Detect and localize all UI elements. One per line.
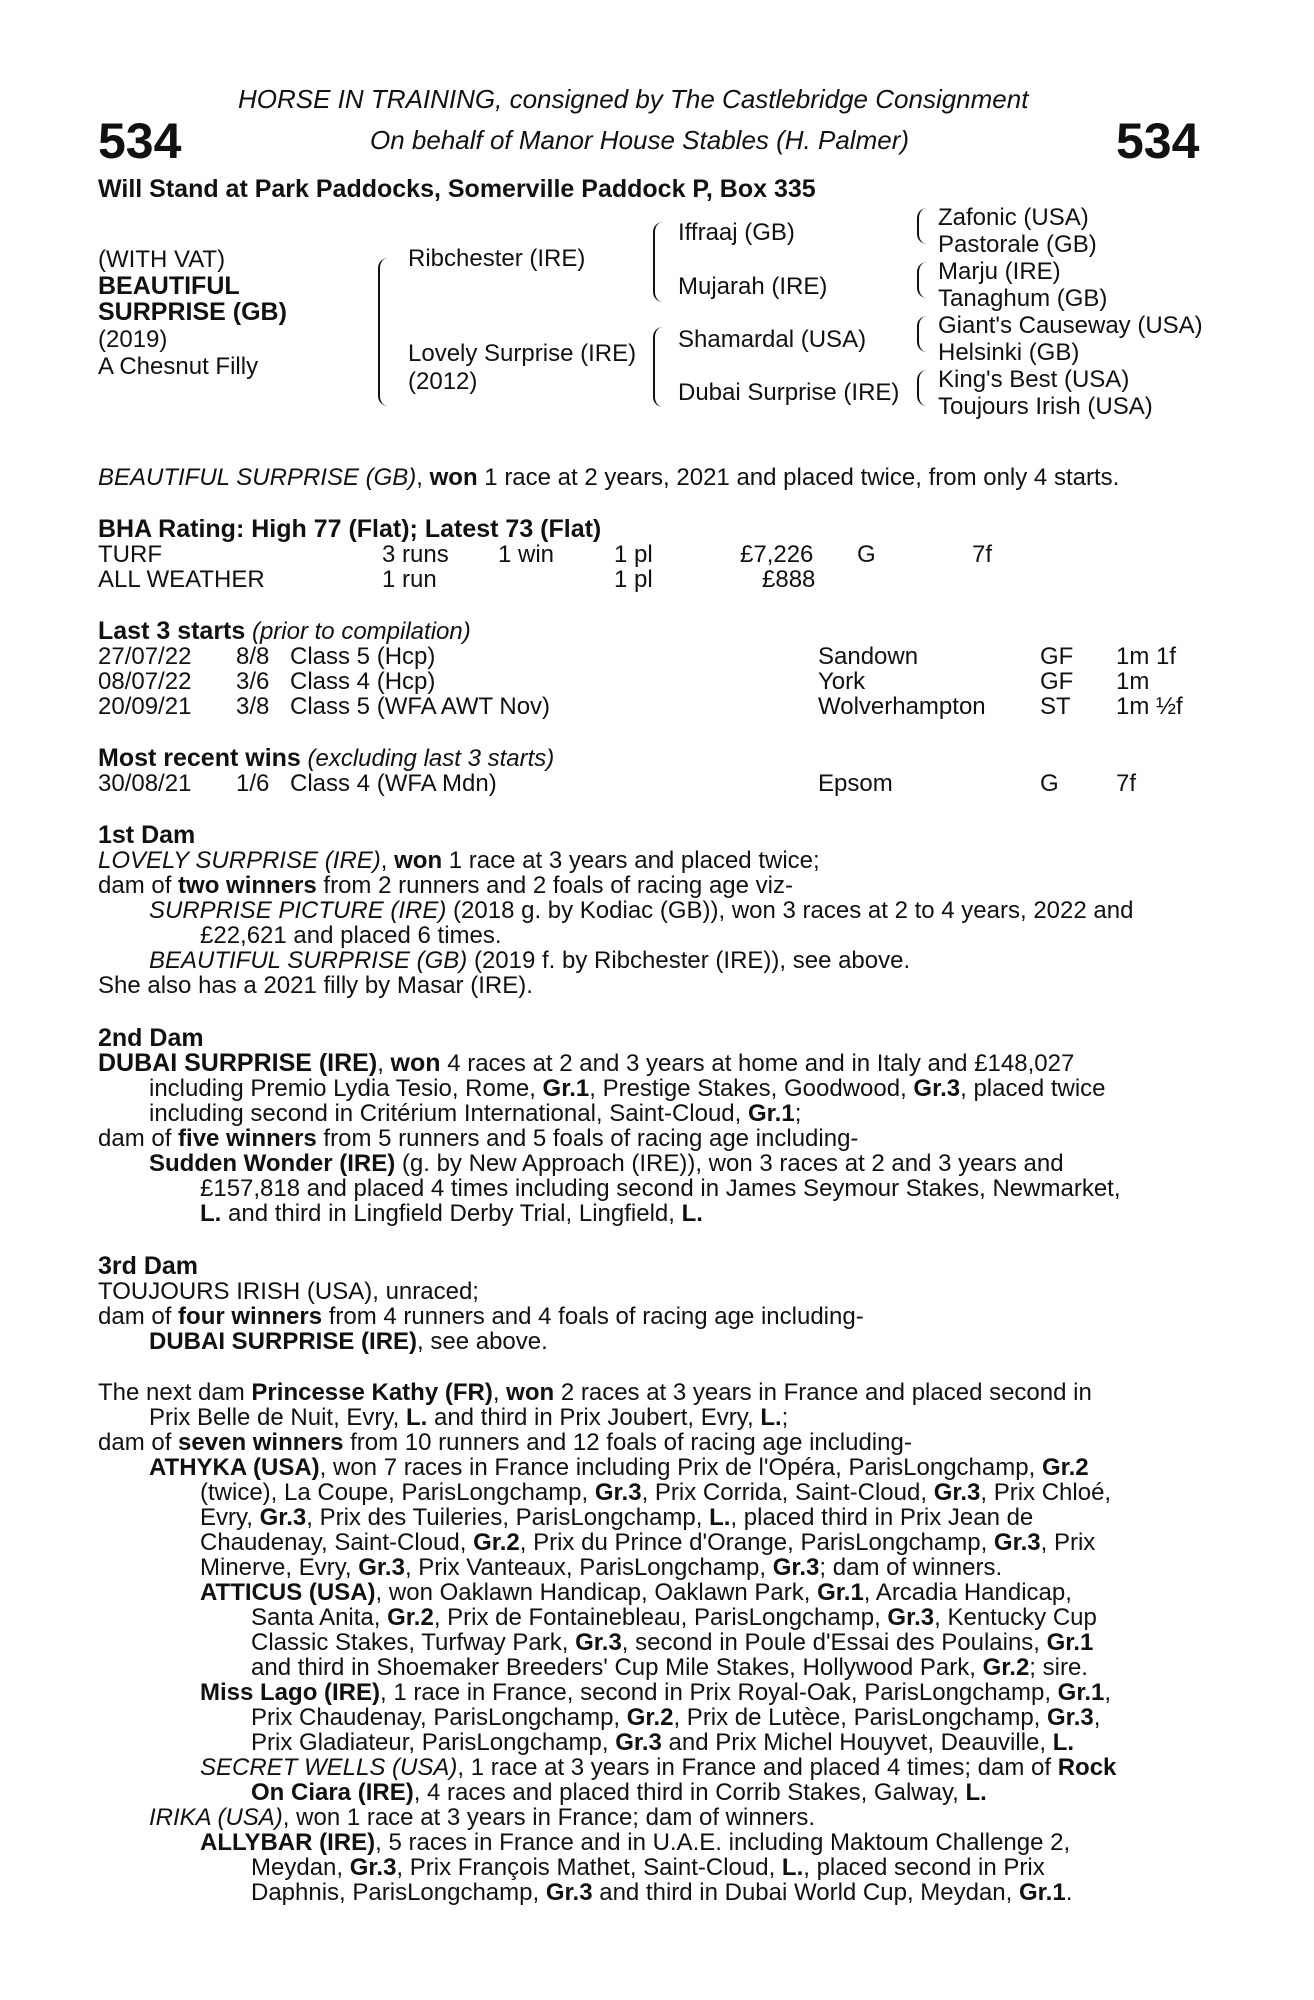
rating-wins: 1 win [498, 541, 555, 568]
grade: Gr.3 [358, 1554, 405, 1581]
dam1-runners: from 2 runners and 2 foals of racing age viz- [316, 872, 793, 899]
dam1-line6: She also has a 2021 filly by Masar (IRE). [98, 972, 533, 999]
grade: L. [200, 1200, 222, 1227]
summary-text: 1 race at 2 years, 2021 and placed twice, from only 4 starts. [484, 464, 1120, 491]
text: , Prix de Fontainebleau, ParisLongchamp, [433, 1604, 888, 1631]
dam2-line4 [98, 1126, 858, 1152]
nextdam-line2 [149, 1405, 788, 1431]
dam3-line3 [149, 1329, 548, 1355]
foaling-year: (2019) [98, 326, 168, 353]
text: , Prix [1040, 1529, 1096, 1556]
pedigree-brace-ss [917, 208, 927, 244]
dam1-line2 [98, 873, 793, 899]
text: The next dam [98, 1379, 252, 1406]
grade: Gr.3 [594, 1479, 642, 1506]
text: 2 races at 3 years in France and placed second in [554, 1379, 1092, 1406]
athyka-line3 [200, 1505, 1204, 1531]
text: and third in Shoemaker Breeders' Cup Mile Stakes, Hollywood Park, [251, 1654, 983, 1681]
progeny-record: (2018 g. by Kodiac (GB)), won 3 races at 2 to 4 years, 2022 and [446, 897, 1134, 924]
athyka-line4 [200, 1530, 1204, 1556]
progeny-name: DUBAI SURPRISE (IRE) [149, 1328, 418, 1355]
dam-sire-sire: Giant's Causeway (USA) [938, 312, 1203, 339]
rating-going: G [857, 541, 876, 568]
dam-year: (2012) [408, 368, 478, 395]
start-distance: 1m ½f [1116, 693, 1183, 720]
lot-number-right: 534 [1116, 113, 1200, 169]
start-position: 3/8 [236, 693, 270, 720]
text: ; dam of winners. [819, 1554, 1003, 1581]
grade: L. [1052, 1729, 1075, 1756]
sire: Ribchester (IRE) [408, 245, 586, 272]
grade: Gr.2 [982, 1654, 1030, 1681]
text: and third in Dubai World Cup, Meydan, [592, 1879, 1019, 1906]
grade: L. [681, 1200, 703, 1227]
recent-heading [98, 745, 554, 772]
dam2-name: DUBAI SURPRISE (IRE) [98, 1049, 378, 1077]
recent-title: Most recent wins [98, 744, 301, 772]
irika-line1 [149, 1805, 815, 1831]
text: ; [781, 1404, 789, 1431]
dam2-title: 2nd Dam [98, 1024, 204, 1052]
dam1-sep: , [380, 847, 395, 874]
grade: Gr.1 [542, 1075, 590, 1102]
allybar-line3 [251, 1880, 1072, 1906]
grade: L. [709, 1504, 731, 1531]
progeny-name: SECRET WELLS (USA) [200, 1754, 458, 1781]
sire-dam-sire: Marju (IRE) [938, 258, 1061, 285]
atticus-line1 [200, 1580, 1204, 1606]
text: , see above. [417, 1328, 548, 1355]
text: , [1093, 1704, 1101, 1731]
rating-runs: 1 run [382, 566, 437, 593]
stand-location: Will Stand at Park Paddocks, Somerville Paddock P, Box 335 [98, 175, 816, 203]
dam-dam-dam: Toujours Irish (USA) [938, 393, 1153, 420]
text: Prix Chaudenay, ParisLongchamp, [251, 1704, 627, 1731]
dam1-won: won [394, 847, 443, 874]
grade: L. [405, 1404, 428, 1431]
sire-dam: Mujarah (IRE) [678, 273, 828, 300]
grade: Gr.1 [1046, 1629, 1094, 1656]
grade: Gr.3 [259, 1504, 307, 1531]
text: Meydan, [251, 1854, 350, 1881]
rating-surface: ALL WEATHER [98, 566, 265, 593]
text: , second in Poule d'Essai des Poulains, [621, 1629, 1047, 1656]
dam2-line3 [149, 1101, 801, 1127]
grade: L. [781, 1854, 804, 1881]
dam-sire: Shamardal (USA) [678, 326, 867, 353]
start-race: Class 5 (WFA AWT Nov) [290, 693, 551, 720]
rating-title: BHA Rating: High 77 (Flat); Latest 73 (Flat) [98, 515, 602, 543]
allybar-line2 [251, 1855, 1204, 1881]
text: , Prix Vanteaux, ParisLongchamp, [404, 1554, 773, 1581]
start-going: ST [1040, 693, 1071, 720]
last3-note: (prior to compilation) [251, 618, 471, 645]
grade: L. [760, 1404, 782, 1431]
text: and Prix Michel Houyvet, Deauville, [661, 1729, 1053, 1756]
consignor-line: HORSE IN TRAINING, consigned by The Castlebridge Consignment [238, 84, 1029, 114]
dam1-record: 1 race at 3 years and placed twice; [442, 847, 820, 874]
start-race: Class 4 (Hcp) [290, 668, 436, 695]
text: , 1 race in France, second in Prix Royal-Oak, ParisLongchamp, [380, 1679, 1058, 1706]
progeny-record: (2019 f. by Ribchester (IRE)), see above. [467, 947, 911, 974]
text: including Premio Lydia Tesio, Rome, [149, 1075, 543, 1102]
text: , 4 races and placed third in Corrib Stakes, Galway, [413, 1779, 966, 1806]
text: Prix Belle de Nuit, Evry, [149, 1404, 406, 1431]
last3-title: Last 3 starts [98, 617, 246, 645]
pedigree-brace-main [378, 258, 390, 406]
progeny-name: Sudden Wonder (IRE) [149, 1150, 396, 1177]
last3-heading [98, 618, 471, 645]
text: , 1 race at 3 years in France and placed 4 times; dam of [457, 1754, 1058, 1781]
rating-placed: 1 pl [614, 566, 653, 593]
dam3-winners: four winners [178, 1303, 323, 1330]
dam1-line4: £22,621 and placed 6 times. [200, 922, 502, 949]
athyka-line1 [149, 1455, 1204, 1481]
dam2-winners: five winners [178, 1125, 317, 1152]
pedigree-brace-sire [653, 222, 665, 302]
text: ; [794, 1100, 802, 1127]
grade: Gr.3 [887, 1604, 935, 1631]
text: Daphnis, ParisLongchamp, [251, 1879, 546, 1906]
pedigree-brace-ds [917, 316, 927, 352]
text: , Kentucky Cup [934, 1604, 1097, 1631]
atticus-line3 [251, 1630, 1204, 1656]
grade: Gr.2 [626, 1704, 674, 1731]
vendor-line: On behalf of Manor House Stables (H. Palmer) [370, 125, 910, 155]
misslago-line2 [251, 1705, 1204, 1731]
nextdam-winners: seven winners [178, 1429, 344, 1456]
text: and third in Prix Joubert, Evry, [427, 1404, 761, 1431]
dam1-title: 1st Dam [98, 821, 196, 849]
text: , Arcadia Handicap, [863, 1579, 1072, 1606]
nextdam-line1 [98, 1380, 1204, 1406]
text: , placed second in Prix [803, 1854, 1045, 1881]
grade: Gr.2 [473, 1529, 520, 1556]
grade: Gr.2 [387, 1604, 434, 1631]
grade: Gr.3 [615, 1729, 662, 1756]
start-distance: 1m 1f [1116, 643, 1177, 670]
grade: Gr.1 [747, 1100, 795, 1127]
progeny-name: ATTICUS (USA) [200, 1579, 376, 1606]
start-date: 08/07/22 [98, 668, 192, 695]
nextdam-won: won [506, 1379, 555, 1406]
start-position: 8/8 [236, 643, 270, 670]
text: dam of [98, 1303, 179, 1330]
text: Evry, [200, 1504, 260, 1531]
dam3-line1: TOUJOURS IRISH (USA), unraced; [98, 1278, 479, 1305]
text: , Prix François Mathet, Saint-Cloud, [396, 1854, 782, 1881]
rating-runs: 3 runs [382, 541, 449, 568]
sire-sire: Iffraaj (GB) [678, 219, 795, 246]
dam2-line2 [149, 1076, 1204, 1102]
misslago-line1 [200, 1680, 1204, 1706]
progeny-name: ALLYBAR (IRE) [200, 1829, 376, 1856]
grade: Gr.3 [913, 1075, 961, 1102]
text: , Prix Chloé, [980, 1479, 1112, 1506]
text: , Prix du Prince d'Orange, ParisLongchamp, [519, 1529, 994, 1556]
text: Chaudenay, Saint-Cloud, [200, 1529, 474, 1556]
dam1-line5 [149, 948, 910, 974]
win-distance: 7f [1116, 770, 1137, 797]
nextdam-name: Princesse Kathy (FR) [251, 1379, 493, 1406]
sire-sire-sire: Zafonic (USA) [938, 204, 1089, 231]
start-position: 3/6 [236, 668, 270, 695]
text: ; sire. [1029, 1654, 1088, 1681]
progeny-name: On Ciara (IRE) [251, 1779, 414, 1806]
text: Classic Stakes, Turfway Park, [251, 1629, 576, 1656]
horse-name-line1: BEAUTIFUL [98, 272, 240, 300]
text: , 5 races in France and in U.A.E. including Maktoum Challenge 2, [375, 1829, 1071, 1856]
summary-horse-name: BEAUTIFUL SURPRISE (GB) [98, 464, 417, 491]
text: (twice), La Coupe, ParisLongchamp, [200, 1479, 595, 1506]
text: from 4 runners and 4 foals of racing age including- [322, 1303, 864, 1330]
dam-sire-dam: Helsinki (GB) [938, 339, 1080, 366]
win-date: 30/08/21 [98, 770, 192, 797]
dam1-name: LOVELY SURPRISE (IRE) [98, 847, 381, 874]
lot-number-left: 534 [98, 113, 182, 169]
text: including second in Critérium International, Saint-Cloud, [149, 1100, 748, 1127]
grade: Gr.3 [575, 1629, 622, 1656]
rating-distance: 7f [972, 541, 993, 568]
dam2-line7 [200, 1201, 703, 1227]
text: , Prestige Stakes, Goodwood, [589, 1075, 914, 1102]
dam2-line1 [98, 1051, 1204, 1077]
start-date: 27/07/22 [98, 643, 192, 670]
text: Santa Anita, [251, 1604, 388, 1631]
rating-prize: £888 [762, 566, 816, 593]
grade: L. [965, 1779, 987, 1806]
start-going: GF [1040, 668, 1074, 695]
start-race: Class 5 (Hcp) [290, 643, 436, 670]
vat-note: (WITH VAT) [98, 246, 226, 273]
progeny-name: IRIKA (USA) [149, 1804, 283, 1831]
race-summary: BEAUTIFUL SURPRISE (GB), won 1 race at 2 years, 2021 and placed twice, from only 4 starts. [98, 464, 1120, 491]
text: , Prix des Tuileries, ParisLongchamp, [306, 1504, 710, 1531]
text: , placed third in Prix Jean de [730, 1504, 1034, 1531]
grade: Gr.1 [1057, 1679, 1105, 1706]
text: , Prix Corrida, Saint-Cloud, [641, 1479, 934, 1506]
athyka-line5 [200, 1555, 1002, 1581]
horse-name-line2: SURPRISE (GB) [98, 298, 287, 326]
sire-sire-dam: Pastorale (GB) [938, 231, 1097, 258]
grade: Gr.1 [817, 1579, 864, 1606]
pedigree-brace-dam [653, 327, 665, 407]
start-course: Wolverhampton [818, 693, 986, 720]
rating-placed: 1 pl [614, 541, 653, 568]
dam2-won: won [390, 1049, 441, 1077]
progeny-name: SURPRISE PICTURE (IRE) [149, 897, 447, 924]
grade: Gr.3 [772, 1554, 820, 1581]
win-course: Epsom [818, 770, 893, 797]
start-course: York [818, 668, 866, 695]
allybar-line1 [200, 1830, 1204, 1856]
win-going: G [1040, 770, 1059, 797]
dam2-line5 [149, 1151, 1204, 1177]
dam1-line1 [98, 848, 820, 874]
grade: Gr.3 [1047, 1704, 1094, 1731]
text: dam of [98, 1429, 179, 1456]
summary-won: won [429, 464, 478, 491]
start-course: Sandown [818, 643, 919, 670]
pedigree-brace-dd [917, 370, 927, 406]
dam1-line3 [149, 898, 1204, 924]
progeny-name: BEAUTIFUL SURPRISE (GB) [149, 947, 468, 974]
secretwells-line2 [251, 1780, 987, 1806]
text: and third in Lingfield Derby Trial, Lingfield, [221, 1200, 682, 1227]
text: , won Oaklawn Handicap, Oaklawn Park, [375, 1579, 818, 1606]
secretwells-line1 [200, 1755, 1204, 1781]
win-position: 1/6 [236, 770, 270, 797]
text: , [1104, 1679, 1112, 1706]
dam-dam: Dubai Surprise (IRE) [678, 379, 900, 406]
text: dam of [98, 1125, 179, 1152]
progeny-name: Miss Lago (IRE) [200, 1679, 381, 1706]
start-date: 20/09/21 [98, 693, 192, 720]
grade: Gr.1 [1019, 1879, 1066, 1906]
grade: Gr.3 [993, 1529, 1041, 1556]
text: , placed twice [960, 1075, 1106, 1102]
text: Minerve, Evry, [200, 1554, 359, 1581]
dam2-record: 4 races at 2 and 3 years at home and in Italy and £148,027 [440, 1050, 1075, 1077]
athyka-line2 [200, 1480, 1204, 1506]
grade: Gr.3 [545, 1879, 593, 1906]
horse-description: A Chesnut Filly [98, 353, 259, 380]
progeny-record: (g. by New Approach (IRE)), won 3 races at 2 and 3 years and [395, 1150, 1064, 1177]
text: , won 1 race at 3 years in France; dam of winners. [282, 1804, 816, 1831]
text: , won 7 races in France including Prix de l'Opéra, ParisLongchamp, [319, 1454, 1042, 1481]
atticus-line4 [251, 1655, 1088, 1681]
text: . [1065, 1879, 1073, 1906]
dam3-line2 [98, 1304, 864, 1330]
start-distance: 1m [1116, 668, 1150, 695]
text: from 5 runners and 5 foals of racing age including- [316, 1125, 859, 1152]
text: , [492, 1379, 507, 1406]
pedigree-brace-sd [917, 262, 927, 298]
text: from 10 runners and 12 foals of racing age including- [343, 1429, 912, 1456]
sire-dam-dam: Tanaghum (GB) [938, 285, 1108, 312]
progeny-name: Rock [1057, 1754, 1117, 1781]
atticus-line2 [251, 1605, 1204, 1631]
dam: Lovely Surprise (IRE) [408, 340, 637, 367]
win-race: Class 4 (WFA Mdn) [290, 770, 497, 797]
dam2-sep: , [377, 1050, 391, 1077]
text: , Prix de Lutèce, ParisLongchamp, [673, 1704, 1048, 1731]
grade: Gr.3 [349, 1854, 397, 1881]
grade: Gr.2 [1041, 1454, 1089, 1481]
rating-surface: TURF [98, 541, 162, 568]
rating-prize: £7,226 [740, 541, 814, 568]
text: Prix Gladiateur, ParisLongchamp, [251, 1729, 616, 1756]
progeny-name: ATHYKA (USA) [149, 1454, 320, 1481]
dam1-damof: dam of [98, 872, 179, 899]
grade: Gr.3 [933, 1479, 981, 1506]
dam-dam-sire: King's Best (USA) [938, 366, 1130, 393]
dam1-winners: two winners [178, 872, 317, 899]
nextdam-line3 [98, 1430, 912, 1456]
recent-note: (excluding last 3 starts) [307, 745, 555, 772]
dam3-title: 3rd Dam [98, 1252, 199, 1280]
start-going: GF [1040, 643, 1074, 670]
dam2-line6: £157,818 and placed 4 times including second in James Seymour Stakes, Newmarket, [200, 1175, 1121, 1202]
misslago-line3 [251, 1730, 1074, 1756]
